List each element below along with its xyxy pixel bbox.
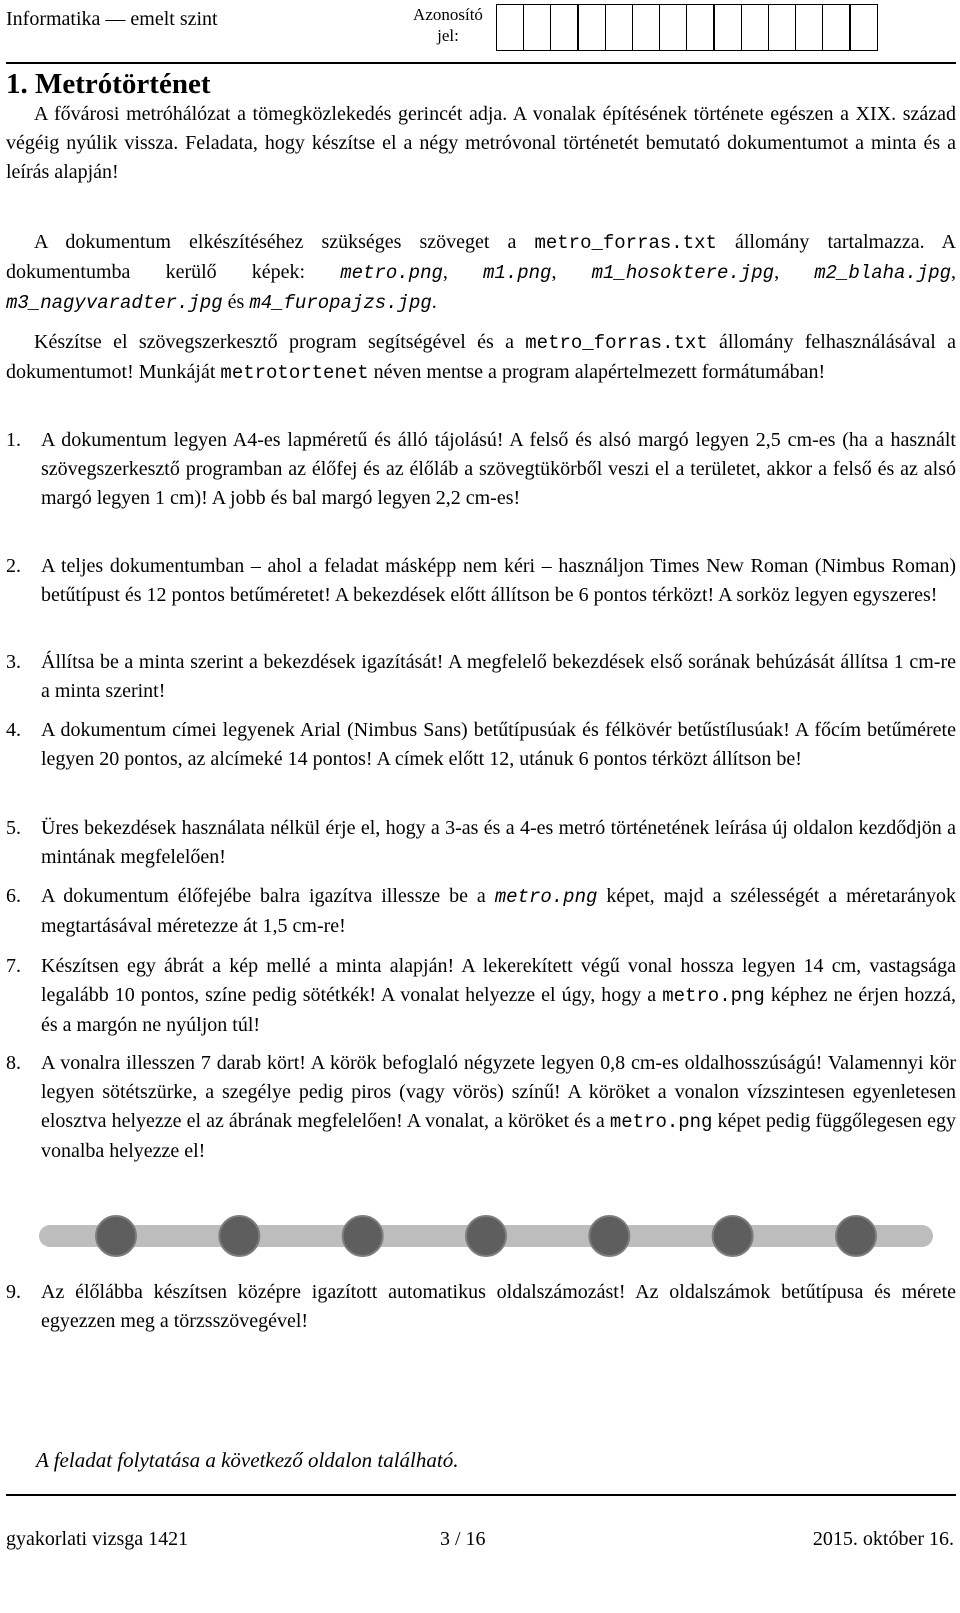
id-box — [605, 4, 634, 51]
id-box — [686, 4, 715, 51]
task-text-b: képhez ne érjen hozzá, és a margón ne nyúljon túl! — [41, 984, 957, 1036]
task-number: 5. — [6, 817, 21, 839]
id-box — [550, 4, 579, 51]
task-item-3 — [6, 648, 956, 706]
task-item-9 — [6, 1278, 956, 1336]
intro-paragraph-1 — [6, 100, 956, 187]
task-item-7 — [6, 952, 956, 1040]
intro-paragraph-3 — [6, 328, 956, 388]
task-text-b: képet, majd a szélességét a méretarányok megtartásával méretezze át 1,5 cm-re! — [41, 885, 957, 937]
task-text-a: A dokumentum élőfejébe balra igazítva illessze be a — [41, 885, 495, 907]
filename-img2: m1.png — [483, 262, 552, 284]
task-text — [41, 1049, 956, 1166]
task-number: 6. — [6, 885, 21, 907]
metro-line-figure — [36, 1214, 936, 1258]
task-text-a: A vonalra illesszen 7 darab kört! A körök befoglaló négyzete legyen 0,8 cm-es oldalhosszúságú! Valamennyi kör legyen sötétszürke, a szegélye pedig piros (vagy vörös) színű! A köröket a vonalon vízszintesen egyenletesen elosztva helyezze el az ábrának megfelelően! A vonalat, a köröket és a — [41, 1052, 956, 1132]
metro-circle — [589, 1216, 629, 1256]
separator: , — [442, 261, 484, 283]
task-text: A dokumentum legyen A4-es lapméretű és álló tájolású! A felső és alsó margó legyen 2,5 cm-es (ha a használt szövegszerkesztő programban az élőfej és az élőláb a szövegtükörből veszi el a területet, akkor a felső és az alsó margó legyen 1 cm)! A jobb és bal margó legyen 2,2 cm-es! — [41, 429, 956, 509]
task-text: Üres bekezdések használata nélkül érje el, hogy a 3-as és a 4-es metró történetének leírása új oldalon kezdődjön a mintának megfelelően! — [41, 817, 956, 868]
intro-text-1: A fővárosi metróhálózat a tömegközlekedés gerincét adja. A vonalak építésének története egészen a XIX. század végéig nyúlik vissza. Feladata, hogy készítse el a négy metróvonal történetét bemutató dokumentumot a minta és a leírás alapján! — [6, 103, 956, 183]
filename-img4: m2_blaha.jpg — [814, 262, 952, 284]
filename-source-2: metro_forras.txt — [525, 332, 708, 354]
id-box — [496, 4, 525, 51]
metro-circle — [96, 1216, 136, 1256]
filename-source: metro_forras.txt — [534, 232, 717, 254]
task-text: Állítsa be a minta szerint a bekezdések igazítását! A megfelelő bekezdések első sorának behúzását állítsa 1 cm-re a minta szerint! — [41, 651, 956, 702]
id-label: Azonosító jel: — [413, 5, 483, 45]
id-box — [795, 4, 824, 51]
page-title: 1. Metrótörténet — [6, 68, 211, 100]
id-box — [659, 4, 688, 51]
task-text — [41, 882, 956, 941]
id-box — [741, 4, 770, 51]
task-number: 9. — [6, 1281, 21, 1303]
footer-rule — [6, 1494, 956, 1496]
footer-exam: gyakorlati vizsga 1421 — [6, 1528, 189, 1550]
intro-paragraph-2 — [6, 228, 956, 318]
metro-circle — [713, 1216, 753, 1256]
filename-metro: metro.png — [494, 886, 598, 908]
id-box — [632, 4, 661, 51]
task-number: 3. — [6, 651, 21, 673]
footer-date: 2015. október 16. — [812, 1528, 954, 1550]
conjunction: és — [222, 291, 250, 313]
id-box — [523, 4, 552, 51]
id-box — [849, 4, 878, 51]
task-number: 4. — [6, 719, 21, 741]
task-item-8 — [6, 1049, 956, 1166]
task-text: A dokumentum címei legyenek Arial (Nimbus Sans) betűtípusúak és félkövér betűstílusúak! A főcím betűmérete legyen 20 pontos, az alcímeké 14 pontos! A címek előtt 12, utánuk 6 pontos térközt állítson be! — [41, 719, 956, 770]
id-box — [822, 4, 851, 51]
task-text: Az élőlábba készítsen középre igazított automatikus oldalszámozást! Az oldalszámok betűtípusa és mérete egyezzen meg a törzsszövegével! — [41, 1281, 956, 1332]
id-box — [768, 4, 797, 51]
filename-metro: metro.png — [609, 1111, 713, 1133]
filename-output: metrotortenet — [220, 362, 369, 384]
continuation-note: A feladat folytatása a következő oldalon található. — [36, 1448, 459, 1472]
metro-circle — [836, 1216, 876, 1256]
task-number: 2. — [6, 555, 21, 577]
task-text: A teljes dokumentumban – ahol a feladat másképp nem kéri – használjon Times New Roman (Nimbus Roman) betűtípust és 12 pontos betűméretet! A bekezdések előtt állítson be 6 pontos térközt! A sorköz legyen egyszeres! — [41, 555, 956, 606]
footer-page-number: 3 / 16 — [440, 1528, 486, 1550]
intro-text-2a: A dokumentum elkészítéséhez szükséges szöveget a — [34, 231, 535, 253]
task-item-1 — [6, 426, 956, 513]
task-item-2 — [6, 552, 956, 610]
id-boxes — [497, 4, 878, 51]
task-number: 1. — [6, 429, 21, 451]
task-text-a: Készítsen egy ábrát a kép mellé a minta alapján! A lekerekített végű vonal hossza legyen 14 cm, vastagsága legalább 10 pontos, színe pedig sötétkék! A vonalat helyezze el úgy, hogy a — [41, 955, 956, 1006]
filename-img5: m3_nagyvaradter.jpg — [6, 292, 223, 314]
filename-metro: metro.png — [662, 985, 765, 1007]
period: . — [431, 291, 437, 313]
filename-img1: metro.png — [340, 262, 443, 284]
separator: , — [951, 261, 957, 283]
intro-text-3c: néven mentse a program alapértelmezett formátumában! — [368, 361, 826, 383]
separator: , — [774, 261, 815, 283]
task-number: 7. — [6, 955, 21, 977]
task-item-5 — [6, 814, 956, 872]
intro-text-2b: állomány tartalmazza. A dokumentumba kerülő képek: — [6, 231, 957, 283]
metro-circle — [343, 1216, 383, 1256]
task-text-b: képet pedig függőlegesen egy vonalba helyezze el! — [41, 1110, 956, 1162]
task-number: 8. — [6, 1052, 21, 1074]
id-box — [577, 4, 606, 51]
task-text — [41, 952, 956, 1040]
filename-img6: m4_furopajzs.jpg — [249, 292, 432, 314]
intro-text-3a: Készítse el szövegszerkesztő program segítségével és a — [34, 331, 526, 353]
metro-circle — [219, 1216, 259, 1256]
header-subject: Informatika — emelt szint — [6, 8, 218, 30]
id-box — [713, 4, 742, 51]
metro-circle — [466, 1216, 506, 1256]
separator: , — [551, 261, 592, 283]
task-item-6 — [6, 882, 956, 941]
filename-img3: m1_hosoktere.jpg — [591, 262, 775, 284]
intro-text-3b: állomány felhasználásával a dokumentumot! Munkáját — [6, 331, 956, 383]
task-item-4 — [6, 716, 956, 774]
header-rule — [6, 62, 956, 64]
